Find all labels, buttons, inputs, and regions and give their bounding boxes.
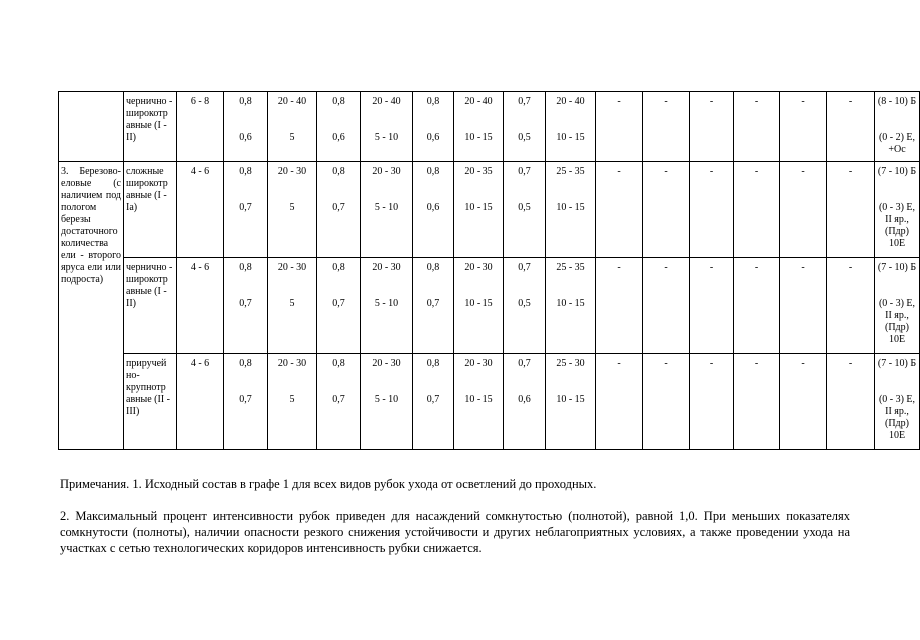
value-bottom: 0,7 [239, 298, 252, 309]
value-bottom: 5 [289, 132, 295, 143]
dash-cell: - [780, 92, 827, 162]
value-bottom: 5 [289, 394, 295, 405]
value-cell [317, 92, 361, 162]
value-cell [546, 162, 596, 258]
value-top: 0,8 [426, 262, 440, 273]
table-row [59, 258, 920, 354]
dash-cell: - [643, 354, 690, 450]
dash-cell: - [827, 92, 875, 162]
value-bottom: 5 - 10 [374, 202, 399, 213]
value-top: 0,8 [426, 358, 440, 369]
value-top: 20 - 30 [277, 166, 307, 177]
value-top: 0,8 [332, 262, 345, 273]
composition-top: (8 - 10) Б [877, 96, 917, 107]
value-bottom: 5 [289, 202, 295, 213]
value-top: 0,7 [518, 166, 531, 177]
value-top: 25 - 35 [556, 166, 585, 177]
dash-cell: - [734, 92, 780, 162]
value-cell [224, 162, 268, 258]
dash-cell: - [690, 354, 734, 450]
dash-cell: - [780, 258, 827, 354]
value-bottom: 5 [289, 298, 295, 309]
value-bottom: 0,6 [239, 132, 252, 143]
value-cell [224, 258, 268, 354]
value-top: 0,7 [518, 262, 531, 273]
composition-top: (7 - 10) Б [877, 358, 917, 369]
value-cell [504, 92, 546, 162]
value-bottom: 0,5 [518, 298, 531, 309]
value-bottom: 0,7 [239, 202, 252, 213]
composition-top: (7 - 10) Б [877, 262, 917, 273]
value-cell [268, 92, 317, 162]
value-cell [546, 258, 596, 354]
value-top: 20 - 30 [277, 262, 307, 273]
value-top: 20 - 30 [372, 358, 401, 369]
dash-cell: - [643, 258, 690, 354]
value-top: 20 - 30 [464, 358, 493, 369]
composition-cell [875, 162, 920, 258]
value-cell [224, 92, 268, 162]
group-cell [59, 92, 124, 162]
composition-top: (7 - 10) Б [877, 166, 917, 177]
value-bottom: 5 - 10 [374, 132, 399, 143]
value-bottom: 0,5 [518, 202, 531, 213]
notes-section [60, 476, 850, 572]
value-cell [268, 258, 317, 354]
value-bottom: 10 - 15 [556, 394, 585, 405]
dash-cell: - [780, 162, 827, 258]
dash-cell: - [690, 92, 734, 162]
dash-cell: - [643, 162, 690, 258]
age-cell: 6 - 8 [177, 92, 224, 162]
age-cell: 4 - 6 [177, 354, 224, 450]
age-cell: 4 - 6 [177, 162, 224, 258]
value-cell [268, 354, 317, 450]
dash-cell: - [596, 354, 643, 450]
value-top: 0,8 [426, 96, 440, 107]
value-top: 25 - 35 [556, 262, 585, 273]
value-cell [413, 258, 454, 354]
value-cell [546, 354, 596, 450]
value-bottom: 10 - 15 [464, 394, 493, 405]
value-bottom: 0,6 [518, 394, 531, 405]
value-cell [361, 92, 413, 162]
note-2: 2. Максимальный процент интенсивности рубок приведен для насаждений сомкнутостью (полнотой), равной 1,0. При меньших показателях сомкнутости (полноты), наличии опасности резкого снижения устойчивости и других неблагоприятных условиях, а также проведении ухода на участках с сетью технологических коридоров интенсивность рубки снижается. [60, 509, 850, 555]
composition-bottom: (0 - 3) Е, II яр., (Пдр) 10Е [878, 298, 916, 345]
value-top: 20 - 30 [372, 166, 401, 177]
value-bottom: 0,6 [332, 132, 345, 143]
type-cell: сложные широкотр авные (I - Ia) [124, 162, 177, 258]
value-cell [361, 258, 413, 354]
value-bottom: 0,6 [426, 132, 440, 143]
dash-cell: - [734, 258, 780, 354]
table-row [59, 354, 920, 450]
value-bottom: 0,7 [426, 298, 440, 309]
value-top: 0,8 [239, 166, 252, 177]
value-bottom: 10 - 15 [556, 132, 585, 143]
value-bottom: 10 - 15 [556, 298, 585, 309]
table-row [59, 92, 920, 162]
value-cell [504, 258, 546, 354]
value-top: 20 - 40 [556, 96, 585, 107]
dash-cell: - [596, 92, 643, 162]
value-cell [317, 354, 361, 450]
dash-cell: - [690, 162, 734, 258]
value-top: 0,8 [426, 166, 440, 177]
dash-cell: - [734, 162, 780, 258]
composition-cell [875, 258, 920, 354]
dash-cell: - [596, 258, 643, 354]
value-top: 0,8 [239, 262, 252, 273]
dash-cell: - [596, 162, 643, 258]
value-cell [454, 162, 504, 258]
value-bottom: 0,5 [518, 132, 531, 143]
age-cell: 4 - 6 [177, 258, 224, 354]
value-cell [268, 162, 317, 258]
value-top: 20 - 40 [372, 96, 401, 107]
value-cell [504, 354, 546, 450]
value-bottom: 0,6 [426, 202, 440, 213]
value-top: 20 - 30 [277, 358, 307, 369]
value-cell [224, 354, 268, 450]
value-top: 20 - 40 [277, 96, 307, 107]
value-bottom: 5 - 10 [374, 394, 399, 405]
value-bottom: 0,7 [332, 394, 345, 405]
value-top: 0,7 [518, 358, 531, 369]
composition-bottom: (0 - 2) Е, +Ос [878, 132, 916, 155]
dash-cell: - [827, 258, 875, 354]
value-cell [317, 258, 361, 354]
value-bottom: 10 - 15 [464, 298, 493, 309]
table-row [59, 162, 920, 258]
value-top: 0,8 [239, 358, 252, 369]
value-bottom: 0,7 [426, 394, 440, 405]
composition-bottom: (0 - 3) Е, II яр., (Пдр) 10Е [878, 202, 916, 249]
value-top: 0,8 [332, 166, 345, 177]
value-cell [317, 162, 361, 258]
value-cell [454, 92, 504, 162]
dash-cell: - [734, 354, 780, 450]
value-bottom: 0,7 [239, 394, 252, 405]
value-bottom: 5 - 10 [374, 298, 399, 309]
value-top: 0,8 [239, 96, 252, 107]
value-bottom: 10 - 15 [464, 202, 493, 213]
group-cell: 3. Березово-еловые (с наличием под пологом березы достаточного количества ели - второго яруса ели или подроста) [59, 162, 124, 450]
composition-bottom: (0 - 3) Е, II яр., (Пдр) 10Е [878, 394, 916, 441]
type-cell: чернично - широкотр авные (I - II) [124, 258, 177, 354]
composition-cell [875, 354, 920, 450]
value-top: 20 - 40 [464, 96, 493, 107]
value-bottom: 10 - 15 [556, 202, 585, 213]
type-cell: приручей но- крупнотр авные (II - III) [124, 354, 177, 450]
value-cell [454, 258, 504, 354]
value-top: 0,8 [332, 358, 345, 369]
dash-cell: - [690, 258, 734, 354]
note-1: Примечания. 1. Исходный состав в графе 1 для всех видов рубок ухода от осветлений до проходных. [60, 477, 597, 491]
value-top: 20 - 30 [464, 262, 493, 273]
value-cell [413, 354, 454, 450]
composition-cell [875, 92, 920, 162]
value-top: 0,8 [332, 96, 345, 107]
dash-cell: - [643, 92, 690, 162]
type-cell: чернично - широкотр авные (I - II) [124, 92, 177, 162]
value-cell [413, 162, 454, 258]
value-bottom: 10 - 15 [464, 132, 493, 143]
value-top: 20 - 35 [464, 166, 493, 177]
value-cell [546, 92, 596, 162]
dash-cell: - [827, 354, 875, 450]
value-cell [361, 354, 413, 450]
value-top: 25 - 30 [556, 358, 585, 369]
value-cell [454, 354, 504, 450]
value-cell [504, 162, 546, 258]
forestry-table [58, 91, 920, 450]
value-top: 0,7 [518, 96, 531, 107]
value-bottom: 0,7 [332, 202, 345, 213]
dash-cell: - [780, 354, 827, 450]
value-cell [413, 92, 454, 162]
value-cell [361, 162, 413, 258]
value-bottom: 0,7 [332, 298, 345, 309]
value-top: 20 - 30 [372, 262, 401, 273]
dash-cell: - [827, 162, 875, 258]
